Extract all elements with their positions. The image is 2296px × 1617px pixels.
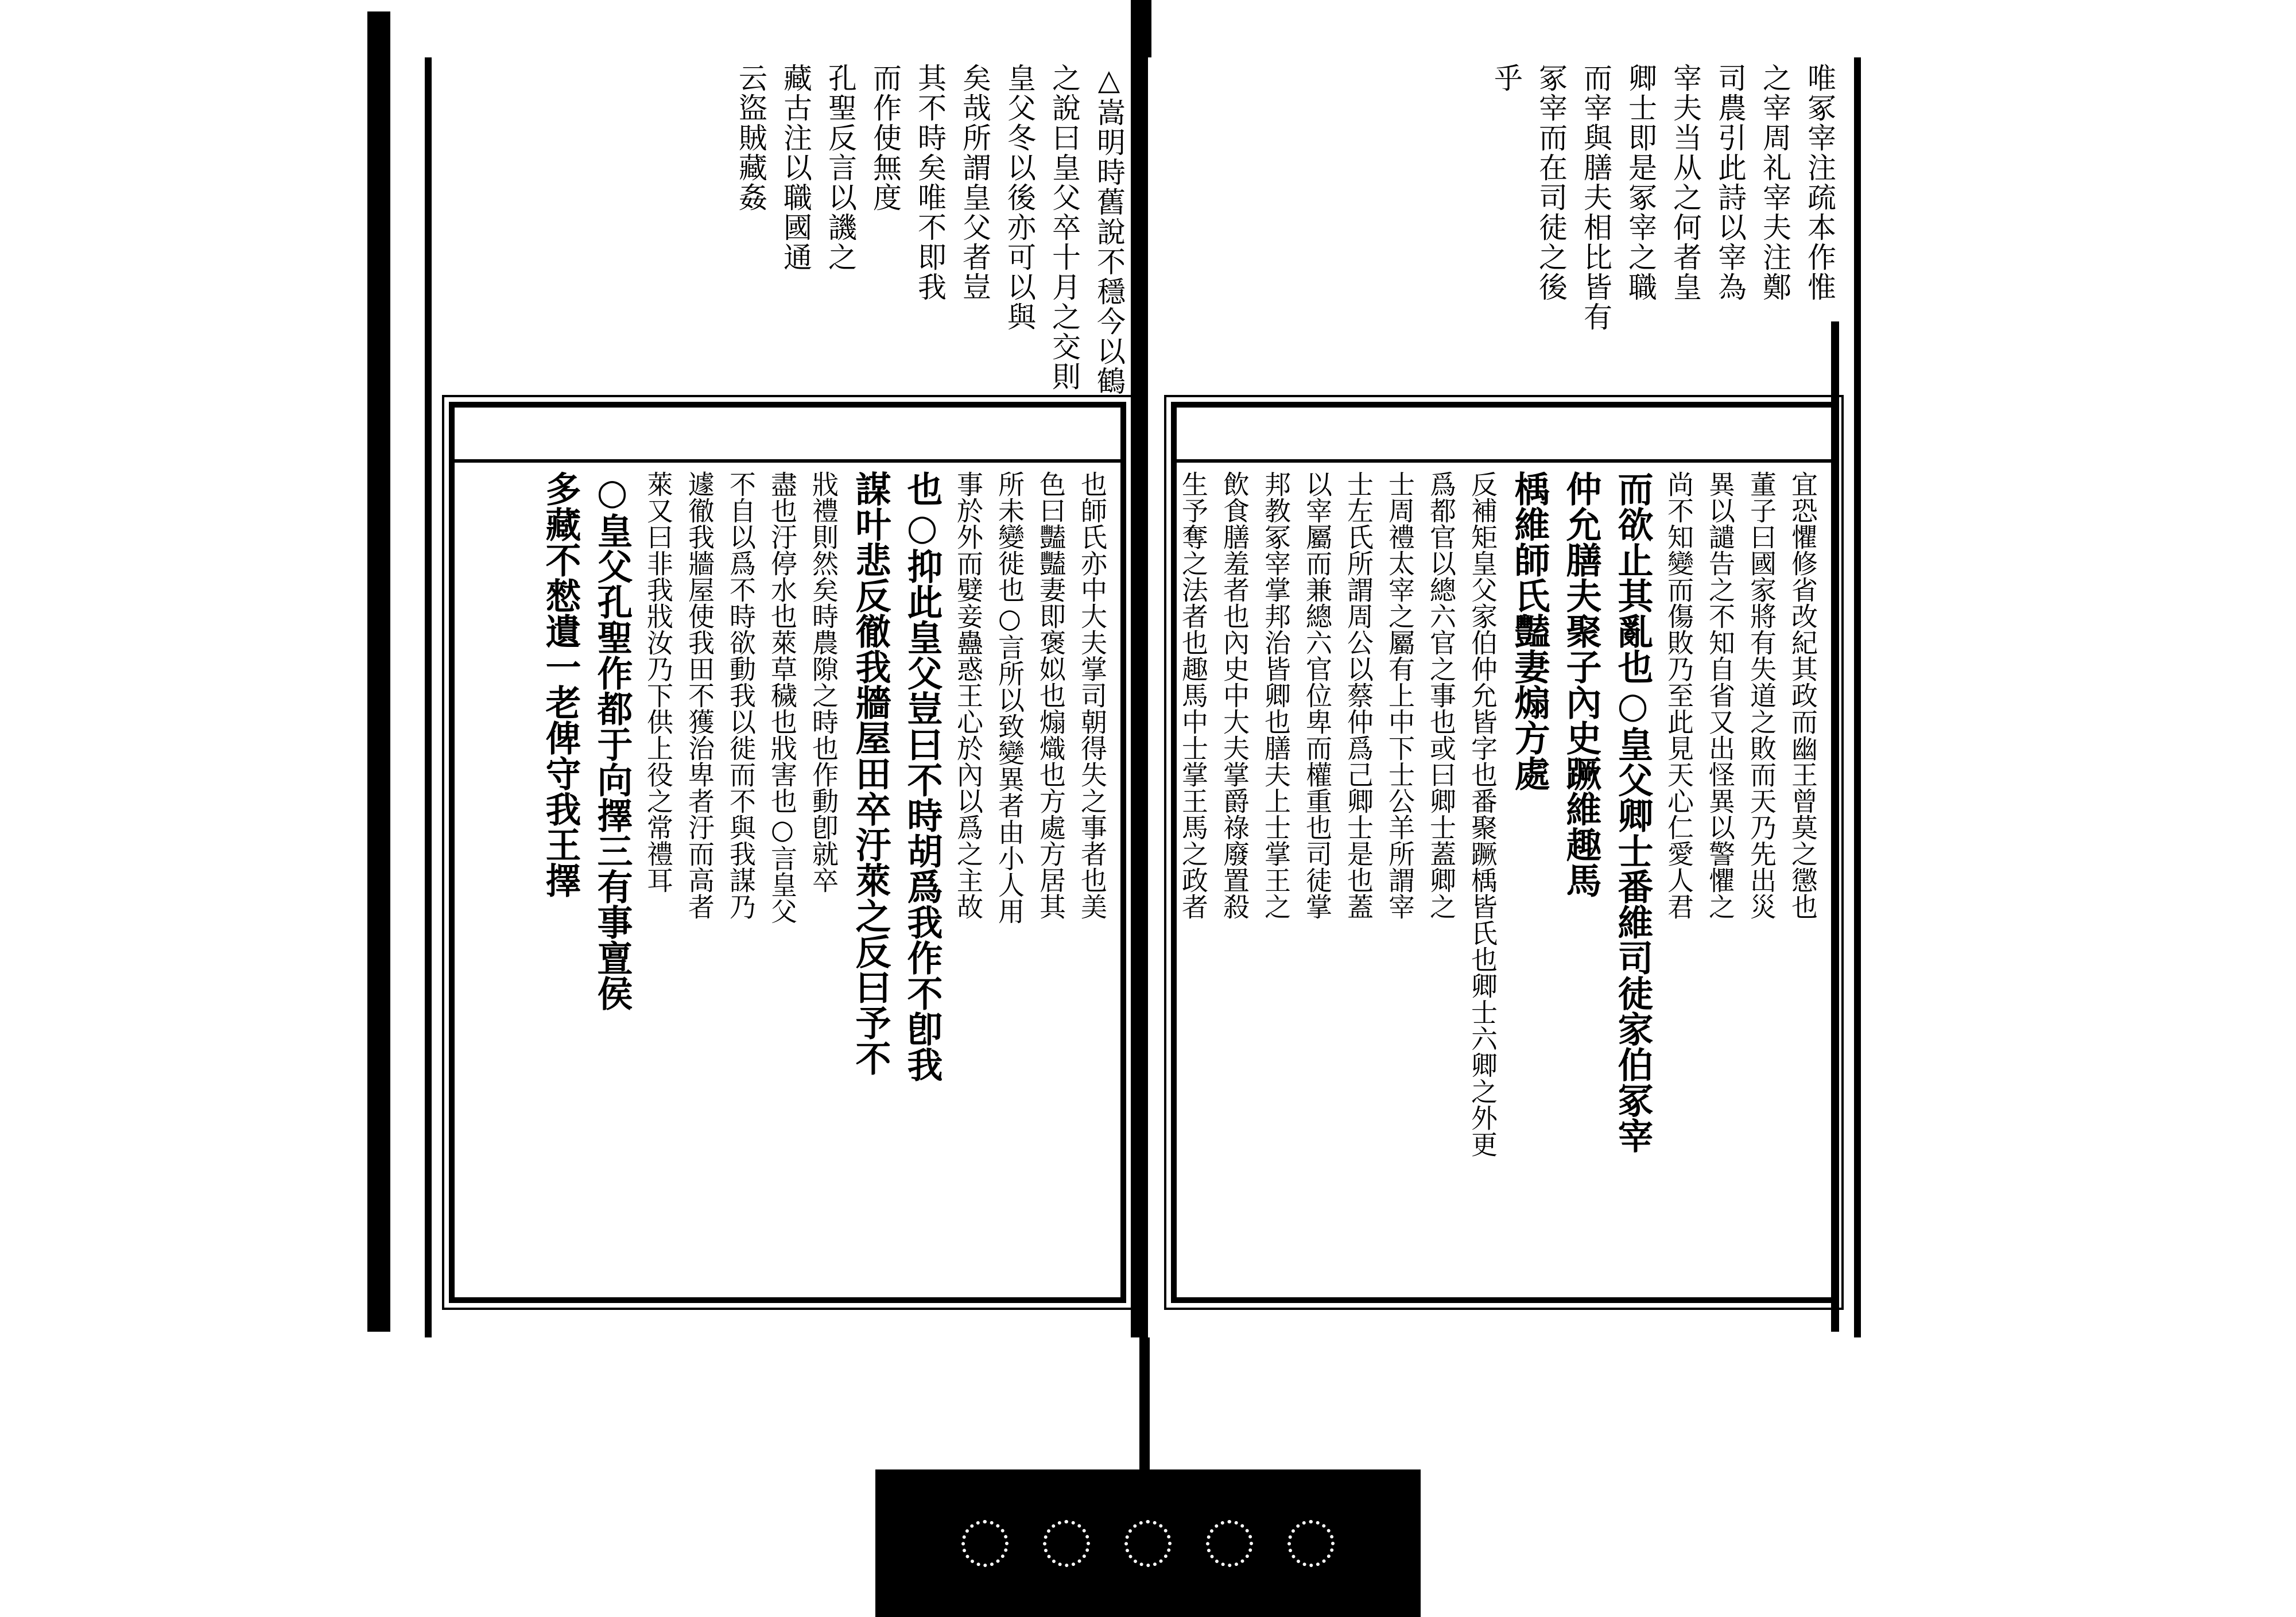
text-column: 不自以爲不時欲動我以徙而不與我謀乃 xyxy=(726,471,757,920)
text-column: 而欲止其亂也○皇父卿士番維司徒家伯冢宰 xyxy=(1612,471,1654,1153)
text-column: 宜恐懼修省改紀其政而幽王曾莫之懲也 xyxy=(1787,471,1818,920)
margin-note: 而作使無度 xyxy=(868,63,902,212)
book-spine-left xyxy=(367,11,390,1332)
text-column: 萊又曰非我戕汝乃下供上役之常禮耳 xyxy=(643,471,674,893)
left-page xyxy=(425,57,1138,1337)
right-margin-notes xyxy=(1171,63,1837,385)
margin-note: 宰夫当从之何者皇 xyxy=(1669,63,1702,302)
right-page xyxy=(1148,57,1861,1337)
text-column: 遽徹我牆屋使我田不獲治卑者汙而高者 xyxy=(684,471,715,920)
right-text-block xyxy=(1171,402,1837,1303)
text-column: 董子曰國家將有失道之敗而天乃先出災 xyxy=(1746,471,1777,920)
margin-note: 藏古注以職國通 xyxy=(779,63,812,272)
ornament-icon xyxy=(1206,1520,1253,1567)
text-column: 邦教冢宰掌邦治皆卿也膳夫上士掌王之 xyxy=(1261,471,1292,920)
left-text-block xyxy=(449,402,1126,1303)
text-column: 謀叶悲反徹我牆屋田卒汙萊之反曰予不 xyxy=(850,471,891,1076)
text-column: 士周禮太宰之屬有上中下士公羊所謂宰 xyxy=(1384,471,1415,920)
text-column: 爲都官以總六官之事也或曰卿士蓋卿之 xyxy=(1426,471,1457,920)
text-column: 也師氏亦中大夫掌司朝得失之事者也美 xyxy=(1077,471,1108,920)
header-band xyxy=(455,408,1120,463)
right-text-columns xyxy=(1178,471,1820,1286)
text-column: 色曰豔豔妻即褒姒也煽熾也方處方居其 xyxy=(1035,471,1066,920)
text-column: 仲允膳夫聚子內史蹶維趣馬 xyxy=(1560,471,1602,898)
text-column: 戕禮則然矣時農隙之時也作動卽就卒 xyxy=(808,471,839,893)
text-column: 士左氏所謂周公以蔡仲爲己卿士是也蓋 xyxy=(1343,471,1374,920)
text-column: ○皇父孔聖作都于向擇三有事亶侯 xyxy=(591,471,633,1011)
text-column: 盡也汙停水也萊草穢也戕害也○言皇父 xyxy=(767,471,798,924)
text-column: 異以譴告之不知自省又出怪異以警懼之 xyxy=(1705,471,1736,920)
text-column: 多藏不憖遺一老俾守我王擇 xyxy=(540,471,581,898)
header-band xyxy=(1177,408,1831,463)
margin-note: 卿士即是冢宰之職 xyxy=(1624,63,1657,302)
text-column: 飲食膳羞者也內史中大夫掌爵祿廢置殺 xyxy=(1219,471,1250,920)
margin-note: △嵩明時舊說不穩今以鶴 xyxy=(1092,63,1126,396)
text-column: 楀維師氏豔妻煽方處 xyxy=(1508,471,1550,791)
margin-note: 之說曰皇父卒十月之交則 xyxy=(1048,63,1081,391)
margin-note: 冢宰而在司徒之後 xyxy=(1534,63,1568,302)
book-stand-base xyxy=(875,1469,1421,1617)
margin-note: 皇父冬以後亦可以與 xyxy=(1003,63,1036,332)
margin-note: 唯冢宰注疏本作惟 xyxy=(1803,63,1836,302)
margin-note: 司農引此詩以宰為 xyxy=(1713,63,1747,302)
margin-note: 其不時矣唯不即我 xyxy=(913,63,947,302)
text-column: 以宰屬而兼總六官位卑而權重也司徒掌 xyxy=(1302,471,1333,920)
margin-note: 而宰與膳夫相比皆有 xyxy=(1579,63,1612,332)
stand-post xyxy=(1139,1337,1150,1469)
left-text-columns xyxy=(466,471,1109,1286)
left-margin-notes xyxy=(466,63,1126,396)
page-edge-right xyxy=(1831,321,1839,1332)
margin-note: 之宰周礼宰夫注鄭 xyxy=(1758,63,1791,302)
ornament-icon xyxy=(1043,1520,1090,1567)
margin-note: 云盜賊藏姦 xyxy=(734,63,767,212)
text-column: 反補矩皇父家伯仲允皆字也番聚蹶楀皆氏也卿士六卿之外更 xyxy=(1467,471,1498,1157)
text-column: 也○抑此皇父豈曰不時胡爲我作不卽我 xyxy=(901,471,943,1082)
margin-note: 矣哉所謂皇父者豈 xyxy=(958,63,991,302)
ornament-icon xyxy=(1287,1520,1335,1567)
text-column: 生予奪之法者也趣馬中士掌王馬之政者 xyxy=(1178,471,1209,920)
margin-note: 孔聖反言以譏之 xyxy=(824,63,857,272)
text-column: 尚不知變而傷敗乃至此見天心仁愛人君 xyxy=(1663,471,1694,920)
text-column: 所未變徙也○言所以致變異者由小人用 xyxy=(994,471,1025,924)
margin-note: 乎 xyxy=(1490,63,1523,93)
ornament-icon xyxy=(1124,1520,1172,1567)
text-column: 事於外而嬖妾蠱惑王心於內以爲之主故 xyxy=(953,471,984,920)
ornament-icon xyxy=(961,1520,1009,1567)
